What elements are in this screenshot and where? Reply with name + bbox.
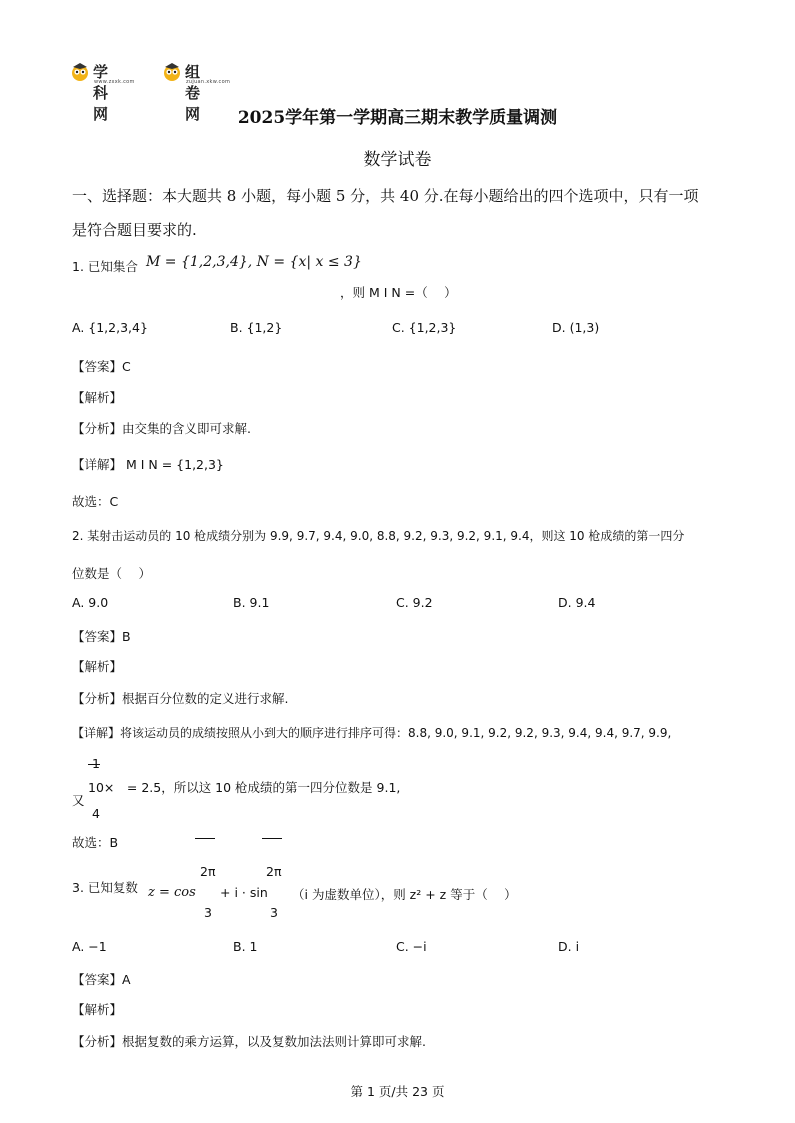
q2-option-d: D. 9.4 (558, 595, 596, 610)
logo-name: 组卷网 (185, 63, 201, 123)
q3-num2: 2π (266, 864, 282, 879)
q2-fenxi: 【分析】根据百分位数的定义进行求解. (72, 691, 289, 706)
q1-fenxi: 【分析】由交集的含义即可求解. (72, 421, 251, 436)
q3-fenxi: 【分析】根据复数的乘方运算，以及复数加法法则计算即可求解. (72, 1034, 426, 1049)
q1-option-b: B. {1,2} (230, 320, 283, 335)
q1-conclusion: 故选：C (72, 494, 119, 509)
q2-answer: 【答案】B (72, 629, 131, 644)
q1-detail: 【详解】 M I N = {1,2,3} (72, 457, 224, 472)
decor-dash (262, 838, 282, 839)
q1-analysis-label: 【解析】 (72, 390, 123, 405)
q3-option-b: B. 1 (233, 939, 258, 954)
q1-sets: M = {1,2,3,4}, N = {x| x ≤ 3} (146, 254, 362, 270)
q3-stem: 3. 已知复数 (72, 880, 138, 895)
q2-calc: 10× = 2.5，所以这 10 枪成绩的第一四分位数是 9.1, (88, 780, 401, 795)
q1-answer: 【答案】C (72, 359, 131, 374)
q3-plus-sin: + i · sin (220, 885, 268, 900)
logo-name: 学科网 (93, 63, 109, 123)
q3-z-cos: z = cos (148, 885, 196, 900)
owl-icon (70, 62, 90, 82)
q2-you: 又 (72, 793, 85, 808)
owl-icon (162, 62, 182, 82)
q2-frac-bar (88, 764, 100, 765)
q1-stem: 1. 已知集合 (72, 259, 138, 274)
q2-frac-bottom: 4 (92, 806, 100, 821)
q1-option-c: C. {1,2,3} (392, 320, 457, 335)
page-footer: 第 1 页/共 23 页 (350, 1084, 445, 1099)
q3-option-c: C. −i (396, 939, 427, 954)
q2-option-a: A. 9.0 (72, 595, 109, 610)
q2-option-c: C. 9.2 (396, 595, 433, 610)
q2-stem-cont: 位数是（ ） (72, 566, 151, 581)
q2-detail: 【详解】将该运动员的成绩按照从小到大的顺序进行排序可得：8.8, 9.0, 9.1, 9.2, 9.2, 9.3, 9.4, 9.4, 9.7, 9.9, (72, 726, 672, 740)
q3-num1: 2π (200, 864, 216, 879)
q3-den1: 3 (204, 905, 212, 920)
q1-option-a: A. {1,2,3,4} (72, 320, 148, 335)
decor-dash (195, 838, 215, 839)
logo-url: www.zxxk.com (94, 79, 135, 85)
q2-analysis-label: 【解析】 (72, 659, 123, 674)
page-subtitle: 数学试卷 (363, 150, 432, 170)
q3-option-d: D. i (558, 939, 580, 954)
q2-stem: 2. 某射击运动员的 10 枪成绩分别为 9.9, 9.7, 9.4, 9.0, 8.8, 9.2, 9.3, 9.2, 9.1, 9.4，则这 10 枪成绩的第一四分 (72, 529, 685, 543)
section-heading-line2: 是符合题目要求的. (72, 221, 197, 239)
q3-den2: 3 (270, 905, 278, 920)
logo-url: zujuan.xkw.com (186, 79, 231, 85)
section-heading-line1: 一、选择题：本大题共 8 小题，每小题 5 分，共 40 分.在每小题给出的四个选项中，只有一项 (72, 187, 699, 205)
q3-option-a: A. −1 (72, 939, 107, 954)
q3-ask: （i 为虚数单位），则 z² + z 等于（ ） (292, 887, 517, 902)
q1-ask: ，则 M I N =（ ） (340, 285, 457, 300)
q2-conclusion: 故选：B (72, 835, 119, 850)
q3-answer: 【答案】A (72, 972, 131, 987)
page-title: 2025学年第一学期高三期末教学质量调测 (237, 108, 558, 128)
q1-option-d: D. (1,3) (552, 320, 600, 335)
q2-option-b: B. 9.1 (233, 595, 270, 610)
q3-analysis-label: 【解析】 (72, 1002, 123, 1017)
